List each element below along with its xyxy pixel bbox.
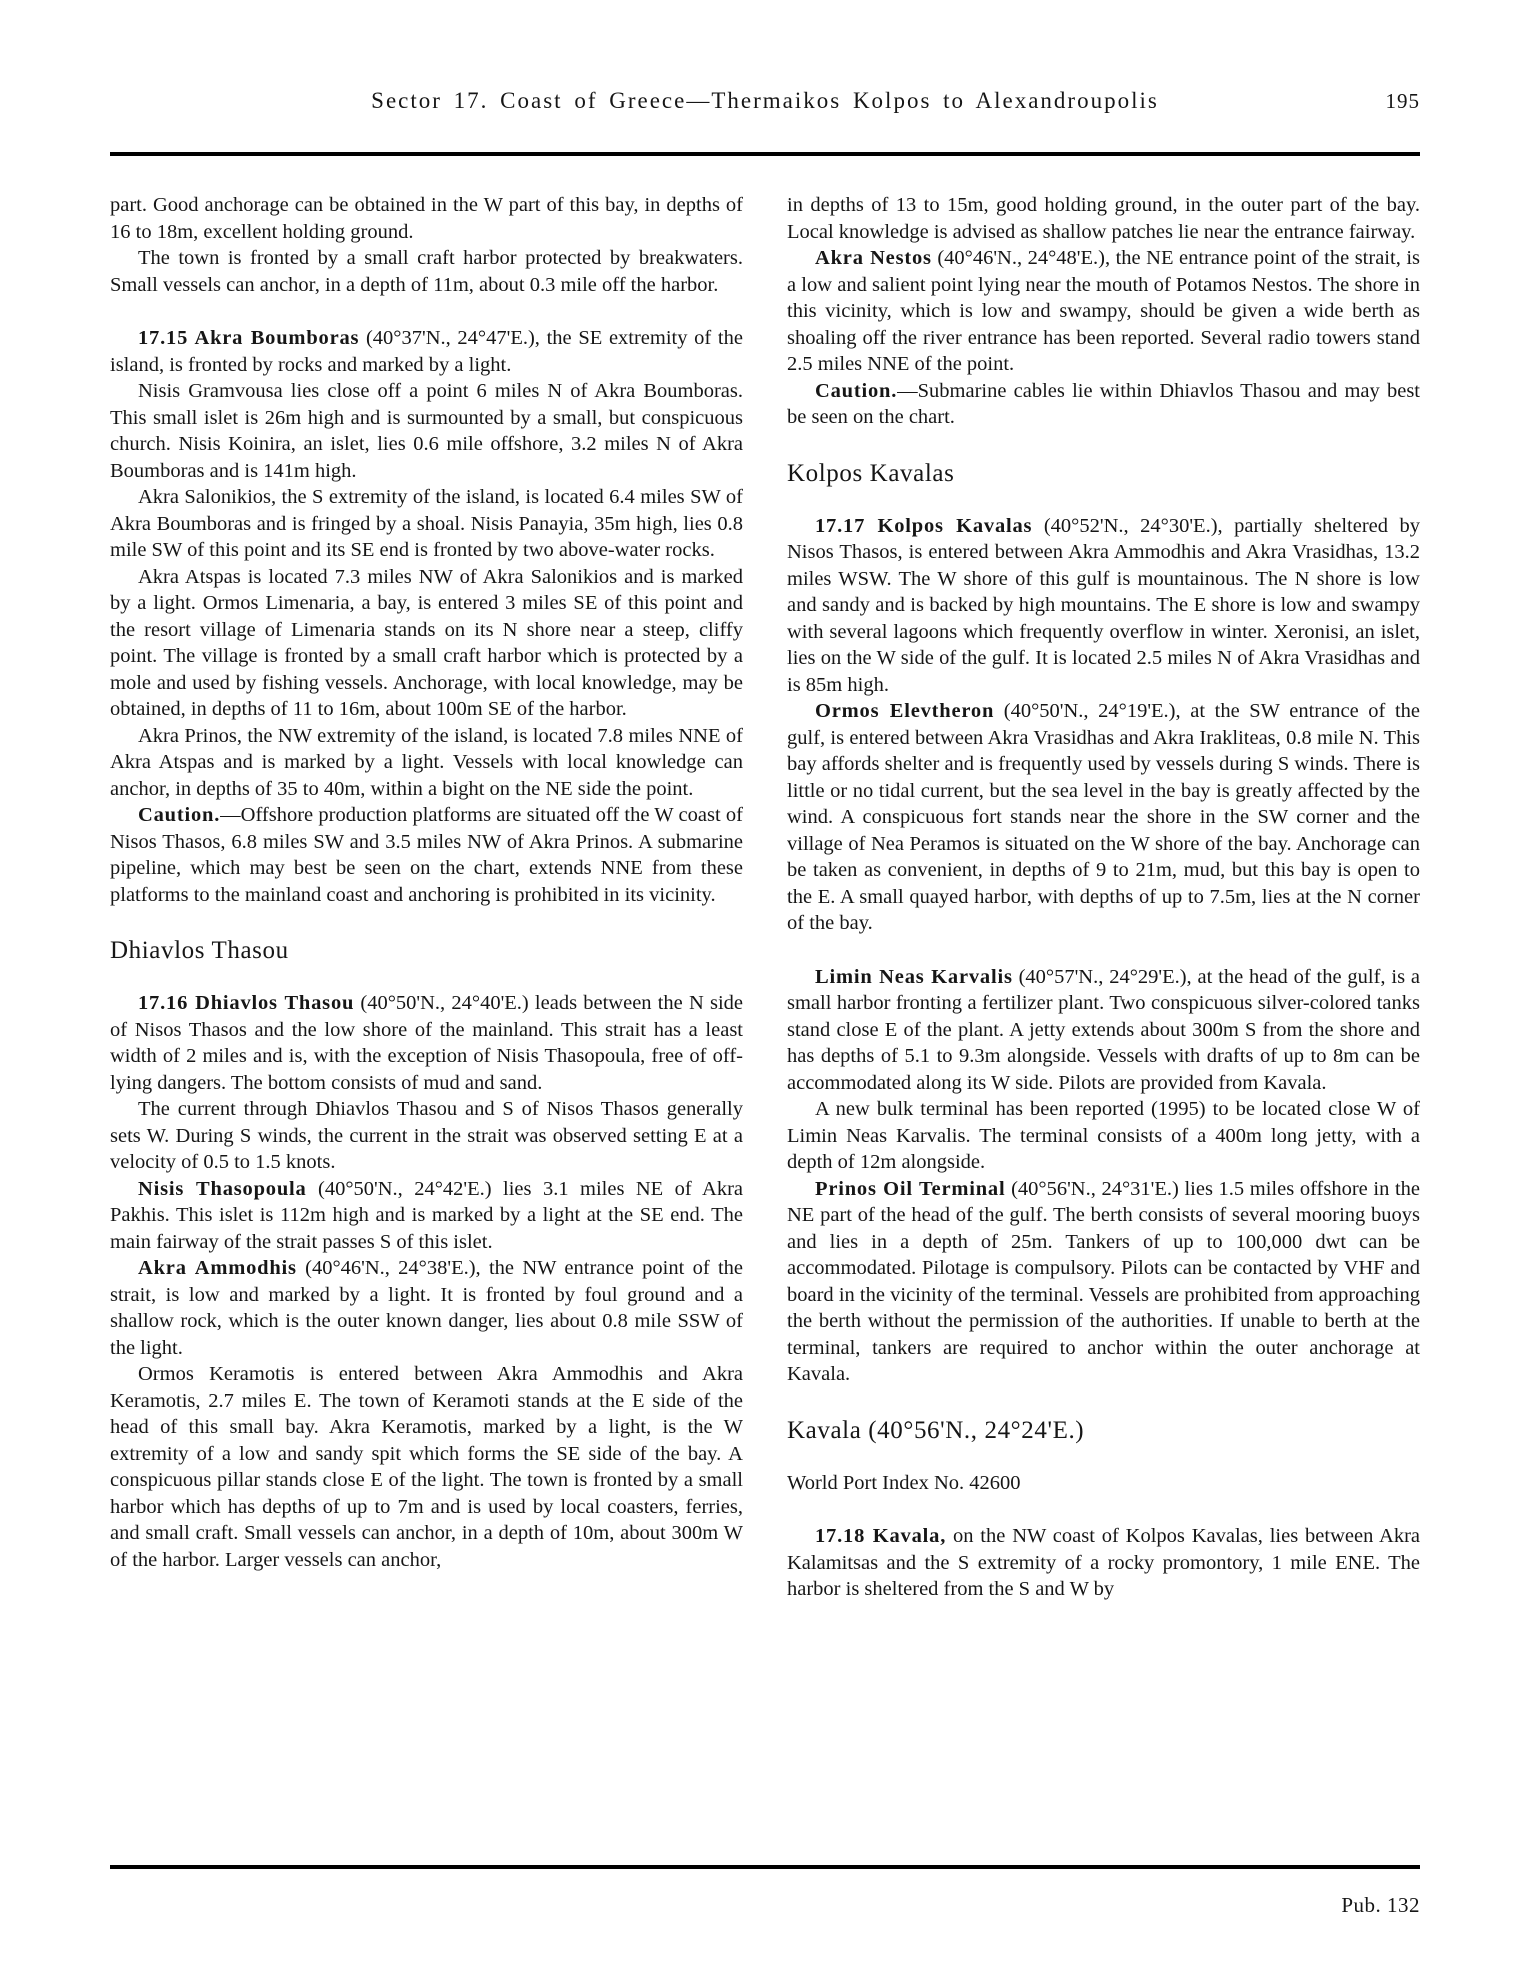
- paragraph: [787, 964, 1420, 1097]
- paragraph-lead: 17.18 Kavala,: [815, 1525, 947, 1547]
- paragraph: [787, 698, 1420, 937]
- paragraph-text: (40°37'N., 24°47'E.), the SE extremity of the island, is fronted by rocks and marked by a light.: [110, 327, 743, 376]
- paragraph: [110, 564, 743, 723]
- paragraph-text: part. Good anchorage can be obtained in the W part of this bay, in depths of 16 to 18m, excellent holding ground.: [110, 194, 743, 243]
- page-footer: [110, 1865, 1420, 1918]
- page-header: [110, 88, 1420, 118]
- paragraph-text: (40°50'N., 24°42'E.) lies 3.1 miles NE of Akra Pakhis. This islet is 112m high and is marked by a light at the SE end. The main fairway of the strait passes S of this islet.: [110, 1177, 743, 1253]
- paragraph-lead: Nisis Thasopoula: [138, 1177, 307, 1200]
- footer-rule: [110, 1865, 1420, 1869]
- paragraph-text: (40°57'N., 24°29'E.), at the head of the gulf, is a small harbor fronting a fertilizer plant. Two conspicuous silver-colored tanks stand close E of the plant. A jetty extends about 300m S from the shore and has depths of 5.1 to 9.3m alongside. Vessels with drafts of up to 8m can be accommodated along its W side. Pilots are provided from Kavala.: [787, 965, 1420, 1094]
- paragraph: [110, 723, 743, 803]
- paragraph: [787, 513, 1420, 699]
- paragraph: [110, 802, 743, 908]
- paragraph: [787, 1523, 1420, 1603]
- paragraph-text: (40°56'N., 24°31'E.) lies 1.5 miles offshore in the NE part of the head of the gulf. The berth consists of several mooring buoys and lies in a depth of 25m. Tankers of up to 100,000 dwt can be accommodated. Pilotage is compulsory. Pilots can be contacted by VHF and board in the vicinity of the terminal. Vessels are prohibited from approaching the berth without the permission of the authorities. If unable to berth at the terminal, tankers are required to anchor within the outer anchorage at Kavala.: [787, 1177, 1420, 1385]
- paragraph-text: World Port Index No. 42600: [787, 1471, 1021, 1494]
- paragraph: [787, 245, 1420, 378]
- paragraph-text: The current through Dhiavlos Thasou and S of Nisos Thasos generally sets W. During S winds, the current in the strait was observed setting E at a velocity of 0.5 to 1.5 knots.: [110, 1098, 743, 1173]
- paragraph-text: —Submarine cables lie within Dhiavlos Thasou and may best be seen on the chart.: [787, 379, 1420, 428]
- header-title: Sector 17. Coast of Greece—Thermaikos Kolpos to Alexandroupolis: [371, 88, 1159, 113]
- left-column: [110, 192, 743, 1603]
- paragraph: [110, 484, 743, 564]
- paragraph-text: (40°50'N., 24°19'E.), at the SW entrance of the gulf, is entered between Akra Vrasidhas and Akra Irakliteas, 0.8 mile N. This bay affords shelter and is frequently used by vessels during S winds. There is little or no tidal current, but the sea level in the bay is greatly affected by the wind. A conspicuous fort stands near the shore in the SW corner and the village of Nea Peramos is situated on the W shore of the bay. Anchorage can be taken as convenient, in depths of 9 to 21m, mud, but this bay is open to the E. A small quayed harbor, with depths of up to 7.5m, lies at the N corner of the bay.: [787, 700, 1420, 934]
- paragraph-text: Ormos Keramotis is entered between Akra Ammodhis and Akra Keramotis, 2.7 miles E. The town of Keramoti stands at the E side of the head of this small bay. Akra Keramotis, marked by a light, is the W extremity of a low and sandy spit which forms the SE side of the bay. A conspicuous pillar stands close E of the light. The town is fronted by a small harbor which has depths of up to 7m and is used by local coasters, ferries, and small craft. Small vessels can anchor, in a depth of 10m, about 300m W of the harbor. Larger vessels can anchor,: [110, 1363, 743, 1571]
- paragraph-text: The town is fronted by a small craft harbor protected by breakwaters. Small vessels can anchor, in a depth of 11m, about 0.3 mile off the harbor.: [110, 247, 743, 296]
- paragraph-text: Akra Prinos, the NW extremity of the island, is located 7.8 miles NNE of Akra Atspas and is marked by a light. Vessels with local knowledge can anchor, in depths of 35 to 40m, within a bight on the NE side the point.: [110, 724, 743, 800]
- paragraph-text: —Offshore production platforms are situated off the W coast of Nisos Thasos, 6.8 miles SW and 3.5 miles NW of Akra Prinos. A submarine pipeline, which may best be seen on the chart, extends NNE from these platforms to the mainland coast and anchoring is prohibited in its vicinity.: [110, 804, 743, 906]
- paragraph: [110, 325, 743, 378]
- paragraph-lead: Akra Nestos: [815, 247, 932, 269]
- paragraph: [110, 1255, 743, 1361]
- paragraph-text: (40°46'N., 24°38'E.), the NW entrance point of the strait, is low and marked by a light. It is fronted by foul ground and a shallow rock, which is the outer known danger, lies about 0.8 mile SSW of the light.: [110, 1257, 743, 1359]
- paragraph: [787, 378, 1420, 431]
- paragraph-lead: 17.15 Akra Boumboras: [138, 327, 360, 349]
- paragraph: [110, 1176, 743, 1256]
- page-number: 195: [1385, 89, 1420, 113]
- paragraph-text: Nisis Gramvousa lies close off a point 6 miles N of Akra Boumboras. This small islet is 26m high and is surmounted by a small, but conspicuous church. Nisis Koinira, an islet, lies 0.6 mile offshore, 3.2 miles N of Akra Boumboras and is 141m high.: [110, 380, 743, 482]
- paragraph-lead: 17.17 Kolpos Kavalas: [815, 514, 1033, 537]
- paragraph-lead: Caution.: [138, 804, 221, 826]
- paragraph: [110, 378, 743, 484]
- publication-label: Pub. 132: [1341, 1893, 1420, 1917]
- paragraph: [110, 245, 743, 298]
- paragraph: [787, 192, 1420, 245]
- paragraph-text: (40°52'N., 24°30'E.), partially sheltered by Nisos Thasos, is entered between Akra Ammodhis and Akra Vrasidhas, 13.2 miles WSW. The W shore of this gulf is mountainous. The N shore is low and sandy and is backed by high mountains. The E shore is low and swampy with several lagoons which frequently overflow in winter. Xeronisi, an islet, lies on the W side of the gulf. It is located 2.5 miles N of Akra Vrasidhas and is 85m high.: [787, 514, 1421, 696]
- paragraph-text: (40°46'N., 24°48'E.), the NE entrance point of the strait, is a low and salient point lying near the mouth of Potamos Nestos. The shore in this vicinity, which is low and swampy, should be given a wide berth as shoaling off the river entrance has been reported. Several radio towers stand 2.5 miles NNE of the point.: [787, 247, 1421, 375]
- paragraph-lead: Limin Neas Karvalis: [815, 965, 1013, 988]
- paragraph-text: Akra Salonikios, the S extremity of the island, is located 6.4 miles SW of Akra Boumboras and is fringed by a shoal. Nisis Panayia, 35m high, lies 0.8 mile SW of this point and its SE end is fronted by two above-water rocks.: [110, 486, 743, 561]
- paragraph-lead: Caution.: [815, 379, 898, 402]
- paragraph: [787, 1470, 1420, 1497]
- section-heading: Kavala (40°56'N., 24°24'E.): [787, 1416, 1085, 1444]
- paragraph: [787, 1176, 1420, 1388]
- paragraph-text: on the NW coast of Kolpos Kavalas, lies between Akra Kalamitsas and the S extremity of a rocky promontory, 1 mile ENE. The harbor is sheltered from the S and W by: [787, 1525, 1421, 1600]
- header-rule: [110, 152, 1420, 156]
- paragraph-lead: Ormos Elevtheron: [815, 700, 995, 722]
- section-heading: Kolpos Kavalas: [787, 459, 955, 487]
- paragraph-text: in depths of 13 to 15m, good holding ground, in the outer part of the bay. Local knowledge is advised as shallow patches lie near the entrance fairway.: [787, 194, 1420, 243]
- paragraph-lead: Prinos Oil Terminal: [815, 1177, 1006, 1200]
- paragraph: [110, 192, 743, 245]
- paragraph-lead: 17.16 Dhiavlos Thasou: [138, 992, 355, 1014]
- section-heading: Dhiavlos Thasou: [110, 937, 289, 964]
- paragraph: [110, 990, 743, 1096]
- right-column: [787, 192, 1420, 1603]
- paragraph: [110, 1361, 743, 1573]
- paragraph-lead: Akra Ammodhis: [138, 1257, 297, 1279]
- paragraph: [110, 1096, 743, 1176]
- paragraph: [787, 1096, 1420, 1176]
- paragraph-text: Akra Atspas is located 7.3 miles NW of Akra Salonikios and is marked by a light. Ormos Limenaria, a bay, is entered 3 miles SE of this point and the resort village of Limenaria stands on its N shore near a steep, cliffy point. The village is fronted by a small craft harbor which is protected by a mole and used by fishing vessels. Anchorage, with local knowledge, may be obtained, in depths of 11 to 16m, about 100m SE of the harbor.: [110, 565, 743, 720]
- paragraph-text: A new bulk terminal has been reported (1995) to be located close W of Limin Neas Karvalis. The terminal consists of a 400m long jetty, with a depth of 12m alongside.: [787, 1098, 1420, 1173]
- paragraph-text: (40°50'N., 24°40'E.) leads between the N side of Nisos Thasos and the low shore of the mainland. This strait has a least width of 2 miles and is, with the exception of Nisis Thasopoula, free of off-lying dangers. The bottom consists of mud and sand.: [110, 992, 743, 1094]
- text-columns: [110, 192, 1420, 1603]
